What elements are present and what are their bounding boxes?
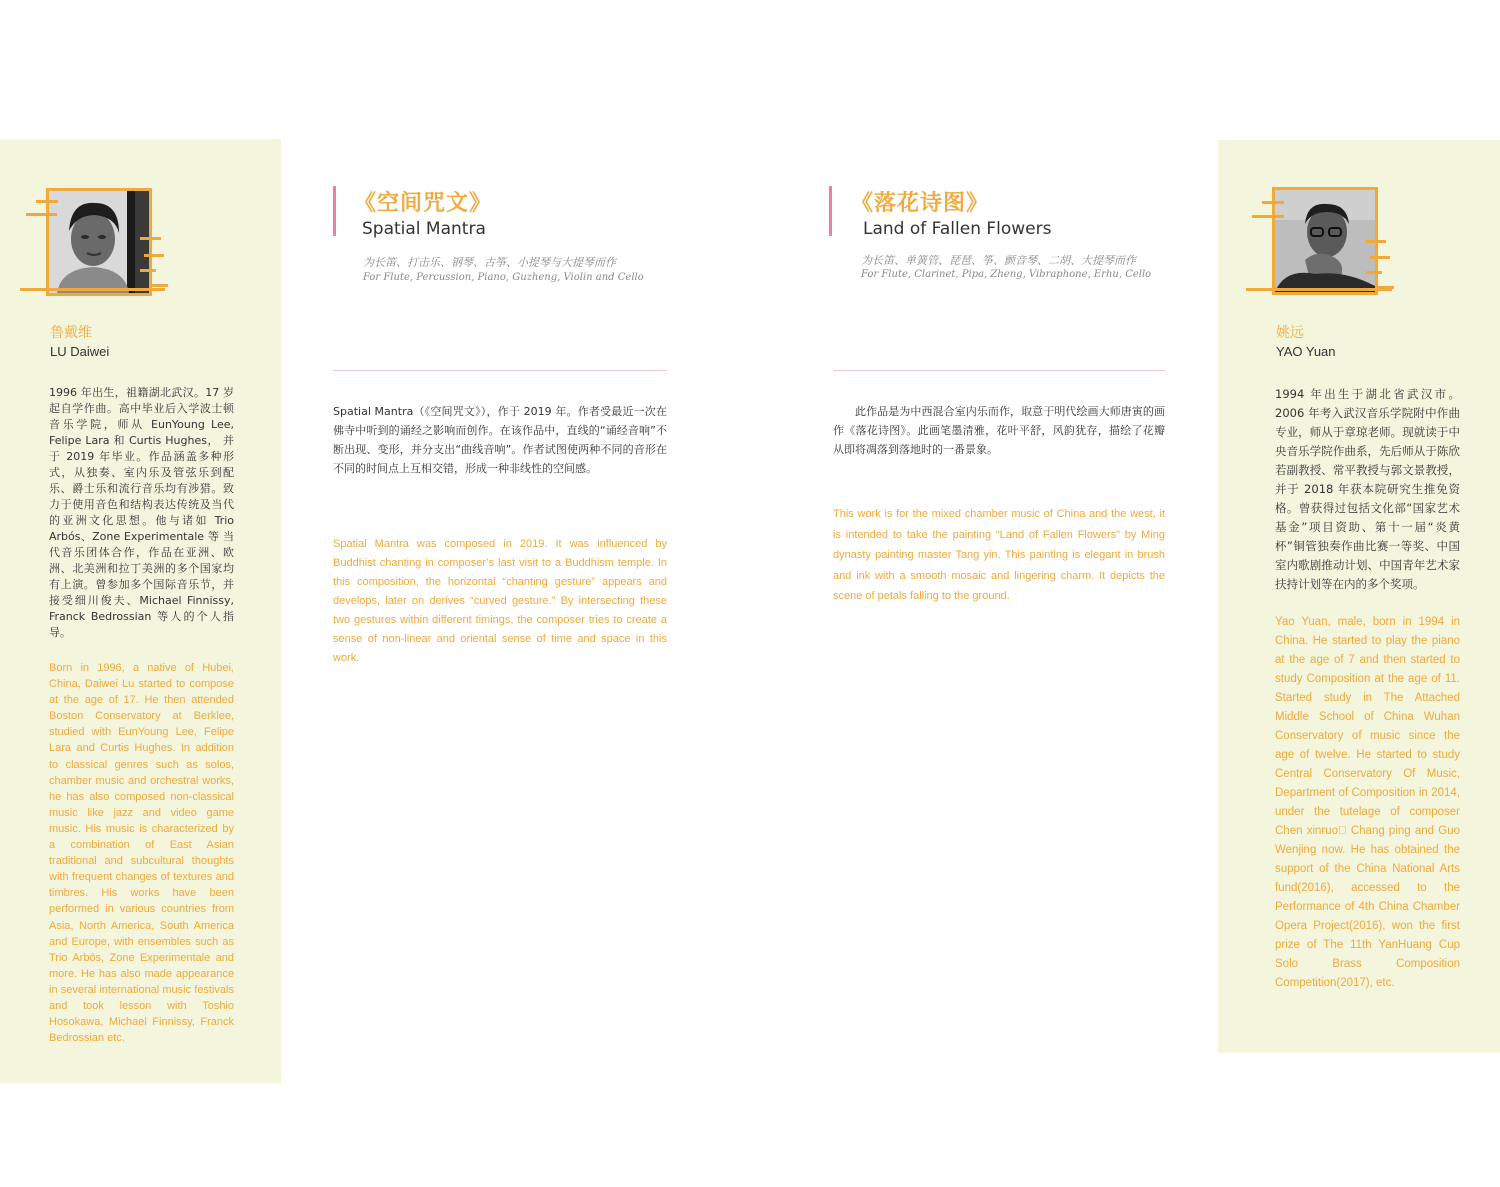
deco-bar xyxy=(140,269,156,272)
piece-instruments-zh: 为长笛、打击乐、钢琴、古筝、小提琴与大提琴而作 xyxy=(363,256,616,269)
deco-bar xyxy=(1366,271,1382,274)
piece-description-zh: 此作品是为中西混合室内乐而作，取意于明代绘画大师唐寅的画作《落花诗图》。此画笔墨清雅，花叶平舒，风韵犹存，描绘了花瓣从即将凋落到落地时的一番景象。 xyxy=(833,405,1165,456)
left-composer-bio-zh: 1996 年出生，祖籍湖北武汉。17 岁起自学作曲。高中毕业后入学波士顿音乐学院，师从 EunYoung Lee, Felipe Lara 和 Curtis Hughes， 并于 2019 年毕业。作品涵盖多种形式，从独奏、室内乐及管弦乐到配乐、爵士乐和流行音乐均有涉猎。致力于使用音色和结构表达传统及当代的亚洲文化思想。他与诸如 Trio Arbós、Zone Experimentale 等 当代音乐团体合作，作品在亚洲、欧洲、北美洲和拉丁美洲的多个国家均有上演。曾参加多个国际音乐节，并接受细川俊夫、Michael Finnissy, Franck Bedrossian 等人的个人指导。 xyxy=(49,386,234,639)
composer-photo-lu-daiwei xyxy=(46,188,152,296)
piece-accent-bar xyxy=(829,186,832,236)
deco-bar xyxy=(150,284,168,287)
deco-bar xyxy=(1366,240,1386,243)
deco-bar xyxy=(36,200,58,203)
deco-bar xyxy=(1262,201,1284,204)
piece-description-en: Spatial Mantra was composed in 2019. It was influenced by Buddhist chanting in composer’s last visit to a Buddhism temple. In this composition, the horizontal “chanting gesture” appears and develops, later on derives “curved gesture.” By intersecting these two gestures within different timings, the composer tries to create a sense of non-linear and oriental sense of time and space in this work. xyxy=(333,538,667,664)
deco-bar xyxy=(144,254,164,257)
piece-title-zh-land-of-fallen-flowers: 《落花诗图》 xyxy=(851,191,990,216)
piece-instruments-en: For Flute, Percussion, Piano, Guzheng, Violin and Cello xyxy=(363,272,644,283)
piece-accent-bar xyxy=(333,186,336,236)
deco-bar xyxy=(1246,288,1392,291)
piece-description-en: This work is for the mixed chamber music of China and the west, it is intended to take the painting “Land of Fallen Flowers” by Ming dynasty painting master Tang yin. This painting is elegant in brush and ink with a smooth mosaic and lingering charm. It depicts the scene of petals falling to the ground. xyxy=(833,508,1165,603)
right-composer-bio-en: Yao Yuan, male, born in 1994 in China. He started to play the piano at the age of 7 and then started to study Composition at the age of 11. Started study in The Attached Middle School of China Wuhan Conservatory of music since the age of twelve. He started to study Central Conservatory Of Music, Department of Composition in 2014, under the tutelage of composer Chen xinruo  Chang ping and Guo Wenjing now. He has obtained the support of the China National Arts fund(2016), accessed to the Performance of 4th China Chamber Opera Project(2016), won the first prize of The 11th YanHuang Cup Solo Brass Composition Competition(2017), etc. xyxy=(1275,616,1460,989)
deco-bar xyxy=(140,237,161,240)
deco-bar xyxy=(1370,256,1390,259)
piece-title-en-land-of-fallen-flowers: Land of Fallen Flowers xyxy=(863,219,1052,239)
right-composer-bio-zh: 1994 年出生于湖北省武汉市。2006 年考入武汉音乐学院附中作曲专业，师从于章琼老师。现就读于中央音乐学院作曲系，先后师从于陈欣若副教授、常平教授与郭文景教授，并于 2018 年获本院研究生推免资格。曾获得过包括文化部“国家艺术基金”项目资助、第十一届“炎黄杯”铜管独奏作曲比赛一等奖、中国室内歌剧推动计划、中国青年艺术家扶持计划等在内的多个奖项。 xyxy=(1275,387,1460,591)
portrait-photo-icon xyxy=(1275,190,1375,292)
left-composer-bio-en: Born in 1996, a native of Hubei, China, Daiwei Lu started to compose at the age of 17. He then attended Boston Conservatory at Berklee, studied with EunYoung Lee, Felipe Lara and Curtis Hughes. In addition to classical genres such as solos, chamber music and orchestral works, he has also composed non-classical music like jazz and video game music. His music is characterized by a combination of East Asian traditional and subcultural thoughts with frequent changes of textures and timbres. His works have been performed in various countries from Asia, North America, South America and Europe, with ensembles such as Trio Arbós, Zone Experimentale and more. He has also made appearance in several international music festivals and took lesson with Toshio Hosokawa, Michael Finnissy, Franck Bedrossian etc. xyxy=(49,662,234,1045)
piece-title-zh-spatial-mantra: 《空间咒文》 xyxy=(354,191,493,216)
portrait-photo-icon xyxy=(49,191,149,293)
piece-instruments-zh: 为长笛、单簧管、琵琶、筝、颤音琴、二胡、大提琴而作 xyxy=(861,254,1136,267)
left-composer-name-zh: 鲁戴维 xyxy=(50,324,92,340)
deco-bar xyxy=(20,288,165,291)
piece-description-zh: Spatial Mantra（《空间咒文》），作于 2019 年。作者受最近一次在佛寺中听到的诵经之影响而创作。在该作品中，直线的“诵经音响”不断出现、变形，并分支出“曲线音响”。作者试图使两种不同的音形在不同的时间点上互相交错，形成一种非线性的空间感。 xyxy=(333,405,667,475)
piece-title-en-spatial-mantra: Spatial Mantra xyxy=(362,219,486,239)
left-composer-name-en: LU Daiwei xyxy=(50,344,110,359)
piece-instruments-en: For Flute, Clarinet, Pipa, Zheng, Vibraphone, Erhu, Cello xyxy=(861,269,1152,280)
composer-photo-yao-yuan xyxy=(1272,187,1378,295)
right-composer-name-en: YAO Yuan xyxy=(1276,344,1336,359)
deco-bar xyxy=(1252,215,1284,218)
right-composer-name-zh: 姚远 xyxy=(1276,324,1304,340)
section-divider xyxy=(333,370,667,371)
section-divider xyxy=(833,370,1165,371)
deco-bar xyxy=(26,213,57,216)
